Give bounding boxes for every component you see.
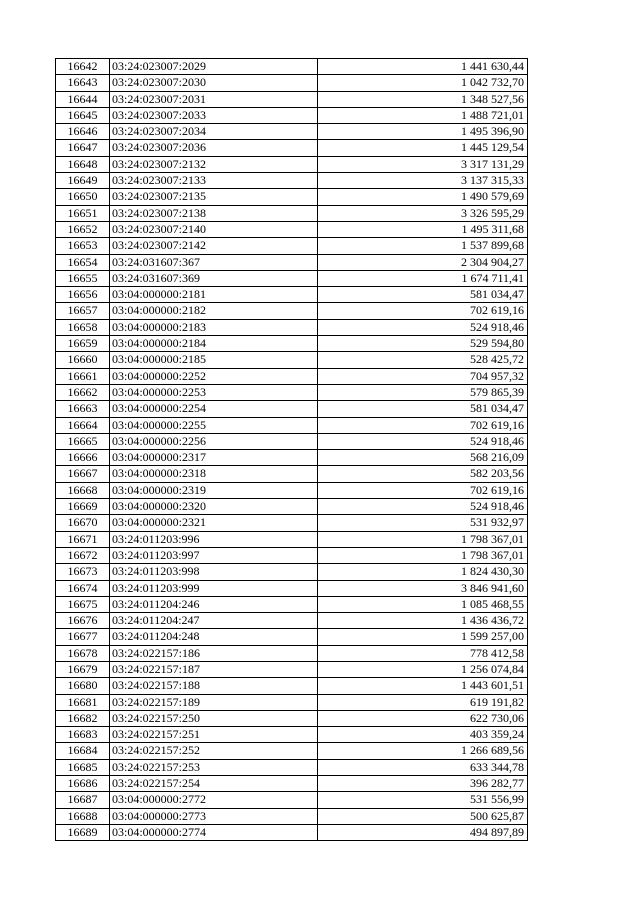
row-number: 16686 xyxy=(56,776,110,792)
row-number: 16643 xyxy=(56,75,110,91)
table-row xyxy=(56,743,528,759)
cadastral-value: 528 425,72 xyxy=(318,352,528,368)
row-number: 16645 xyxy=(56,107,110,123)
row-number: 16657 xyxy=(56,303,110,319)
row-number: 16670 xyxy=(56,515,110,531)
cadastral-value: 500 625,87 xyxy=(318,808,528,824)
table-row xyxy=(56,531,528,547)
table-row xyxy=(56,140,528,156)
cadastral-number: 03:24:011203:997 xyxy=(110,547,318,563)
cadastral-number: 03:04:000000:2317 xyxy=(110,450,318,466)
cadastral-value: 531 932,97 xyxy=(318,515,528,531)
cadastral-number: 03:04:000000:2183 xyxy=(110,319,318,335)
table-row xyxy=(56,792,528,808)
row-number: 16647 xyxy=(56,140,110,156)
cadastral-value: 529 594,80 xyxy=(318,336,528,352)
row-number: 16671 xyxy=(56,531,110,547)
row-number: 16689 xyxy=(56,824,110,840)
cadastral-value: 524 918,46 xyxy=(318,319,528,335)
cadastral-value: 3 846 941,60 xyxy=(318,580,528,596)
table-row xyxy=(56,596,528,612)
row-number: 16661 xyxy=(56,368,110,384)
cadastral-number: 03:04:000000:2254 xyxy=(110,401,318,417)
cadastral-number: 03:04:000000:2256 xyxy=(110,433,318,449)
cadastral-value: 396 282,77 xyxy=(318,776,528,792)
cadastral-value: 2 304 904,27 xyxy=(318,254,528,270)
row-number: 16665 xyxy=(56,433,110,449)
cadastral-value: 1 348 527,56 xyxy=(318,91,528,107)
table-row xyxy=(56,482,528,498)
table-row xyxy=(56,727,528,743)
row-number: 16667 xyxy=(56,466,110,482)
row-number: 16656 xyxy=(56,287,110,303)
cadastral-value: 619 191,82 xyxy=(318,694,528,710)
row-number: 16651 xyxy=(56,205,110,221)
cadastral-number: 03:24:023007:2034 xyxy=(110,124,318,140)
cadastral-value: 531 556,99 xyxy=(318,792,528,808)
cadastral-number: 03:24:023007:2029 xyxy=(110,59,318,75)
cadastral-number: 03:04:000000:2253 xyxy=(110,384,318,400)
row-number: 16681 xyxy=(56,694,110,710)
cadastral-value: 1 085 468,55 xyxy=(318,596,528,612)
cadastral-number: 03:24:022157:253 xyxy=(110,759,318,775)
cadastral-number: 03:04:000000:2184 xyxy=(110,336,318,352)
table-row xyxy=(56,417,528,433)
row-number: 16644 xyxy=(56,91,110,107)
table-row xyxy=(56,173,528,189)
row-number: 16685 xyxy=(56,759,110,775)
table-row xyxy=(56,694,528,710)
table-row xyxy=(56,515,528,531)
cadastral-number: 03:24:011204:248 xyxy=(110,629,318,645)
cadastral-value: 581 034,47 xyxy=(318,401,528,417)
table-row xyxy=(56,710,528,726)
cadastral-value: 1 798 367,01 xyxy=(318,547,528,563)
table-row xyxy=(56,580,528,596)
table-row xyxy=(56,156,528,172)
row-number: 16677 xyxy=(56,629,110,645)
table-row xyxy=(56,124,528,140)
cadastral-value: 494 897,89 xyxy=(318,824,528,840)
table-row xyxy=(56,661,528,677)
cadastral-number: 03:04:000000:2772 xyxy=(110,792,318,808)
cadastral-value: 579 865,39 xyxy=(318,384,528,400)
table-row xyxy=(56,336,528,352)
cadastral-number: 03:04:000000:2252 xyxy=(110,368,318,384)
row-number: 16683 xyxy=(56,727,110,743)
row-number: 16675 xyxy=(56,596,110,612)
cadastral-value: 403 359,24 xyxy=(318,727,528,743)
cadastral-value: 1 537 899,68 xyxy=(318,238,528,254)
row-number: 16659 xyxy=(56,336,110,352)
table-row xyxy=(56,205,528,221)
row-number: 16646 xyxy=(56,124,110,140)
cadastral-value: 568 216,09 xyxy=(318,450,528,466)
cadastral-number: 03:04:000000:2181 xyxy=(110,287,318,303)
cadastral-value: 581 034,47 xyxy=(318,287,528,303)
row-number: 16650 xyxy=(56,189,110,205)
cadastral-value: 1 798 367,01 xyxy=(318,531,528,547)
cadastral-value: 702 619,16 xyxy=(318,482,528,498)
cadastral-value: 1 256 074,84 xyxy=(318,661,528,677)
registry-table xyxy=(55,58,528,841)
cadastral-value: 1 441 630,44 xyxy=(318,59,528,75)
cadastral-number: 03:24:022157:186 xyxy=(110,645,318,661)
cadastral-number: 03:04:000000:2318 xyxy=(110,466,318,482)
table-row xyxy=(56,466,528,482)
row-number: 16680 xyxy=(56,678,110,694)
cadastral-value: 3 326 595,29 xyxy=(318,205,528,221)
table-row xyxy=(56,547,528,563)
cadastral-value: 3 317 131,29 xyxy=(318,156,528,172)
table-row xyxy=(56,91,528,107)
table-row xyxy=(56,564,528,580)
table-row xyxy=(56,629,528,645)
cadastral-number: 03:24:011203:996 xyxy=(110,531,318,547)
row-number: 16642 xyxy=(56,59,110,75)
table-row xyxy=(56,75,528,91)
cadastral-value: 524 918,46 xyxy=(318,433,528,449)
cadastral-number: 03:04:000000:2320 xyxy=(110,499,318,515)
table-row xyxy=(56,776,528,792)
table-row xyxy=(56,254,528,270)
row-number: 16663 xyxy=(56,401,110,417)
cadastral-value: 524 918,46 xyxy=(318,499,528,515)
row-number: 16653 xyxy=(56,238,110,254)
cadastral-number: 03:24:023007:2132 xyxy=(110,156,318,172)
cadastral-number: 03:24:023007:2135 xyxy=(110,189,318,205)
row-number: 16684 xyxy=(56,743,110,759)
row-number: 16662 xyxy=(56,384,110,400)
cadastral-number: 03:24:022157:251 xyxy=(110,727,318,743)
row-number: 16664 xyxy=(56,417,110,433)
table-row xyxy=(56,401,528,417)
cadastral-number: 03:24:011203:999 xyxy=(110,580,318,596)
cadastral-number: 03:24:022157:252 xyxy=(110,743,318,759)
cadastral-number: 03:24:022157:189 xyxy=(110,694,318,710)
cadastral-number: 03:04:000000:2774 xyxy=(110,824,318,840)
cadastral-value: 1 495 311,68 xyxy=(318,221,528,237)
cadastral-number: 03:24:031607:369 xyxy=(110,270,318,286)
table-row xyxy=(56,221,528,237)
table-row xyxy=(56,824,528,840)
cadastral-number: 03:24:031607:367 xyxy=(110,254,318,270)
table-row xyxy=(56,613,528,629)
table-row xyxy=(56,499,528,515)
cadastral-number: 03:24:022157:187 xyxy=(110,661,318,677)
row-number: 16655 xyxy=(56,270,110,286)
row-number: 16652 xyxy=(56,221,110,237)
cadastral-number: 03:24:022157:250 xyxy=(110,710,318,726)
table-body xyxy=(56,59,528,841)
cadastral-value: 622 730,06 xyxy=(318,710,528,726)
table-row xyxy=(56,238,528,254)
cadastral-value: 1 490 579,69 xyxy=(318,189,528,205)
cadastral-number: 03:24:011203:998 xyxy=(110,564,318,580)
row-number: 16660 xyxy=(56,352,110,368)
cadastral-value: 1 495 396,90 xyxy=(318,124,528,140)
cadastral-value: 1 042 732,70 xyxy=(318,75,528,91)
cadastral-number: 03:24:023007:2036 xyxy=(110,140,318,156)
row-number: 16669 xyxy=(56,499,110,515)
table-row xyxy=(56,433,528,449)
table-row xyxy=(56,319,528,335)
row-number: 16654 xyxy=(56,254,110,270)
row-number: 16682 xyxy=(56,710,110,726)
row-number: 16688 xyxy=(56,808,110,824)
cadastral-number: 03:24:023007:2133 xyxy=(110,173,318,189)
table-row xyxy=(56,759,528,775)
cadastral-value: 702 619,16 xyxy=(318,303,528,319)
row-number: 16658 xyxy=(56,319,110,335)
cadastral-value: 633 344,78 xyxy=(318,759,528,775)
cadastral-number: 03:24:022157:254 xyxy=(110,776,318,792)
table-row xyxy=(56,645,528,661)
row-number: 16672 xyxy=(56,547,110,563)
row-number: 16678 xyxy=(56,645,110,661)
row-number: 16674 xyxy=(56,580,110,596)
cadastral-value: 1 824 430,30 xyxy=(318,564,528,580)
table-row xyxy=(56,270,528,286)
cadastral-number: 03:24:022157:188 xyxy=(110,678,318,694)
cadastral-value: 1 443 601,51 xyxy=(318,678,528,694)
cadastral-value: 1 436 436,72 xyxy=(318,613,528,629)
row-number: 16649 xyxy=(56,173,110,189)
table-row xyxy=(56,189,528,205)
row-number: 16679 xyxy=(56,661,110,677)
table-row xyxy=(56,808,528,824)
cadastral-number: 03:24:023007:2142 xyxy=(110,238,318,254)
cadastral-value: 702 619,16 xyxy=(318,417,528,433)
cadastral-number: 03:24:023007:2033 xyxy=(110,107,318,123)
table-row xyxy=(56,107,528,123)
cadastral-value: 582 203,56 xyxy=(318,466,528,482)
cadastral-value: 1 488 721,01 xyxy=(318,107,528,123)
table-row xyxy=(56,59,528,75)
cadastral-value: 1 445 129,54 xyxy=(318,140,528,156)
cadastral-number: 03:24:011204:246 xyxy=(110,596,318,612)
table-row xyxy=(56,384,528,400)
table-row xyxy=(56,678,528,694)
cadastral-value: 778 412,58 xyxy=(318,645,528,661)
row-number: 16648 xyxy=(56,156,110,172)
cadastral-number: 03:04:000000:2255 xyxy=(110,417,318,433)
cadastral-number: 03:04:000000:2185 xyxy=(110,352,318,368)
row-number: 16687 xyxy=(56,792,110,808)
cadastral-number: 03:04:000000:2319 xyxy=(110,482,318,498)
cadastral-value: 1 674 711,41 xyxy=(318,270,528,286)
cadastral-number: 03:24:023007:2031 xyxy=(110,91,318,107)
cadastral-value: 1 599 257,00 xyxy=(318,629,528,645)
table-row xyxy=(56,368,528,384)
table-row xyxy=(56,352,528,368)
cadastral-number: 03:24:011204:247 xyxy=(110,613,318,629)
cadastral-number: 03:24:023007:2140 xyxy=(110,221,318,237)
cadastral-number: 03:04:000000:2321 xyxy=(110,515,318,531)
cadastral-number: 03:04:000000:2182 xyxy=(110,303,318,319)
table-row xyxy=(56,450,528,466)
cadastral-value: 3 137 315,33 xyxy=(318,173,528,189)
cadastral-value: 1 266 689,56 xyxy=(318,743,528,759)
cadastral-value: 704 957,32 xyxy=(318,368,528,384)
row-number: 16673 xyxy=(56,564,110,580)
cadastral-number: 03:04:000000:2773 xyxy=(110,808,318,824)
row-number: 16676 xyxy=(56,613,110,629)
cadastral-number: 03:24:023007:2030 xyxy=(110,75,318,91)
table-row xyxy=(56,287,528,303)
row-number: 16666 xyxy=(56,450,110,466)
table-row xyxy=(56,303,528,319)
row-number: 16668 xyxy=(56,482,110,498)
cadastral-number: 03:24:023007:2138 xyxy=(110,205,318,221)
